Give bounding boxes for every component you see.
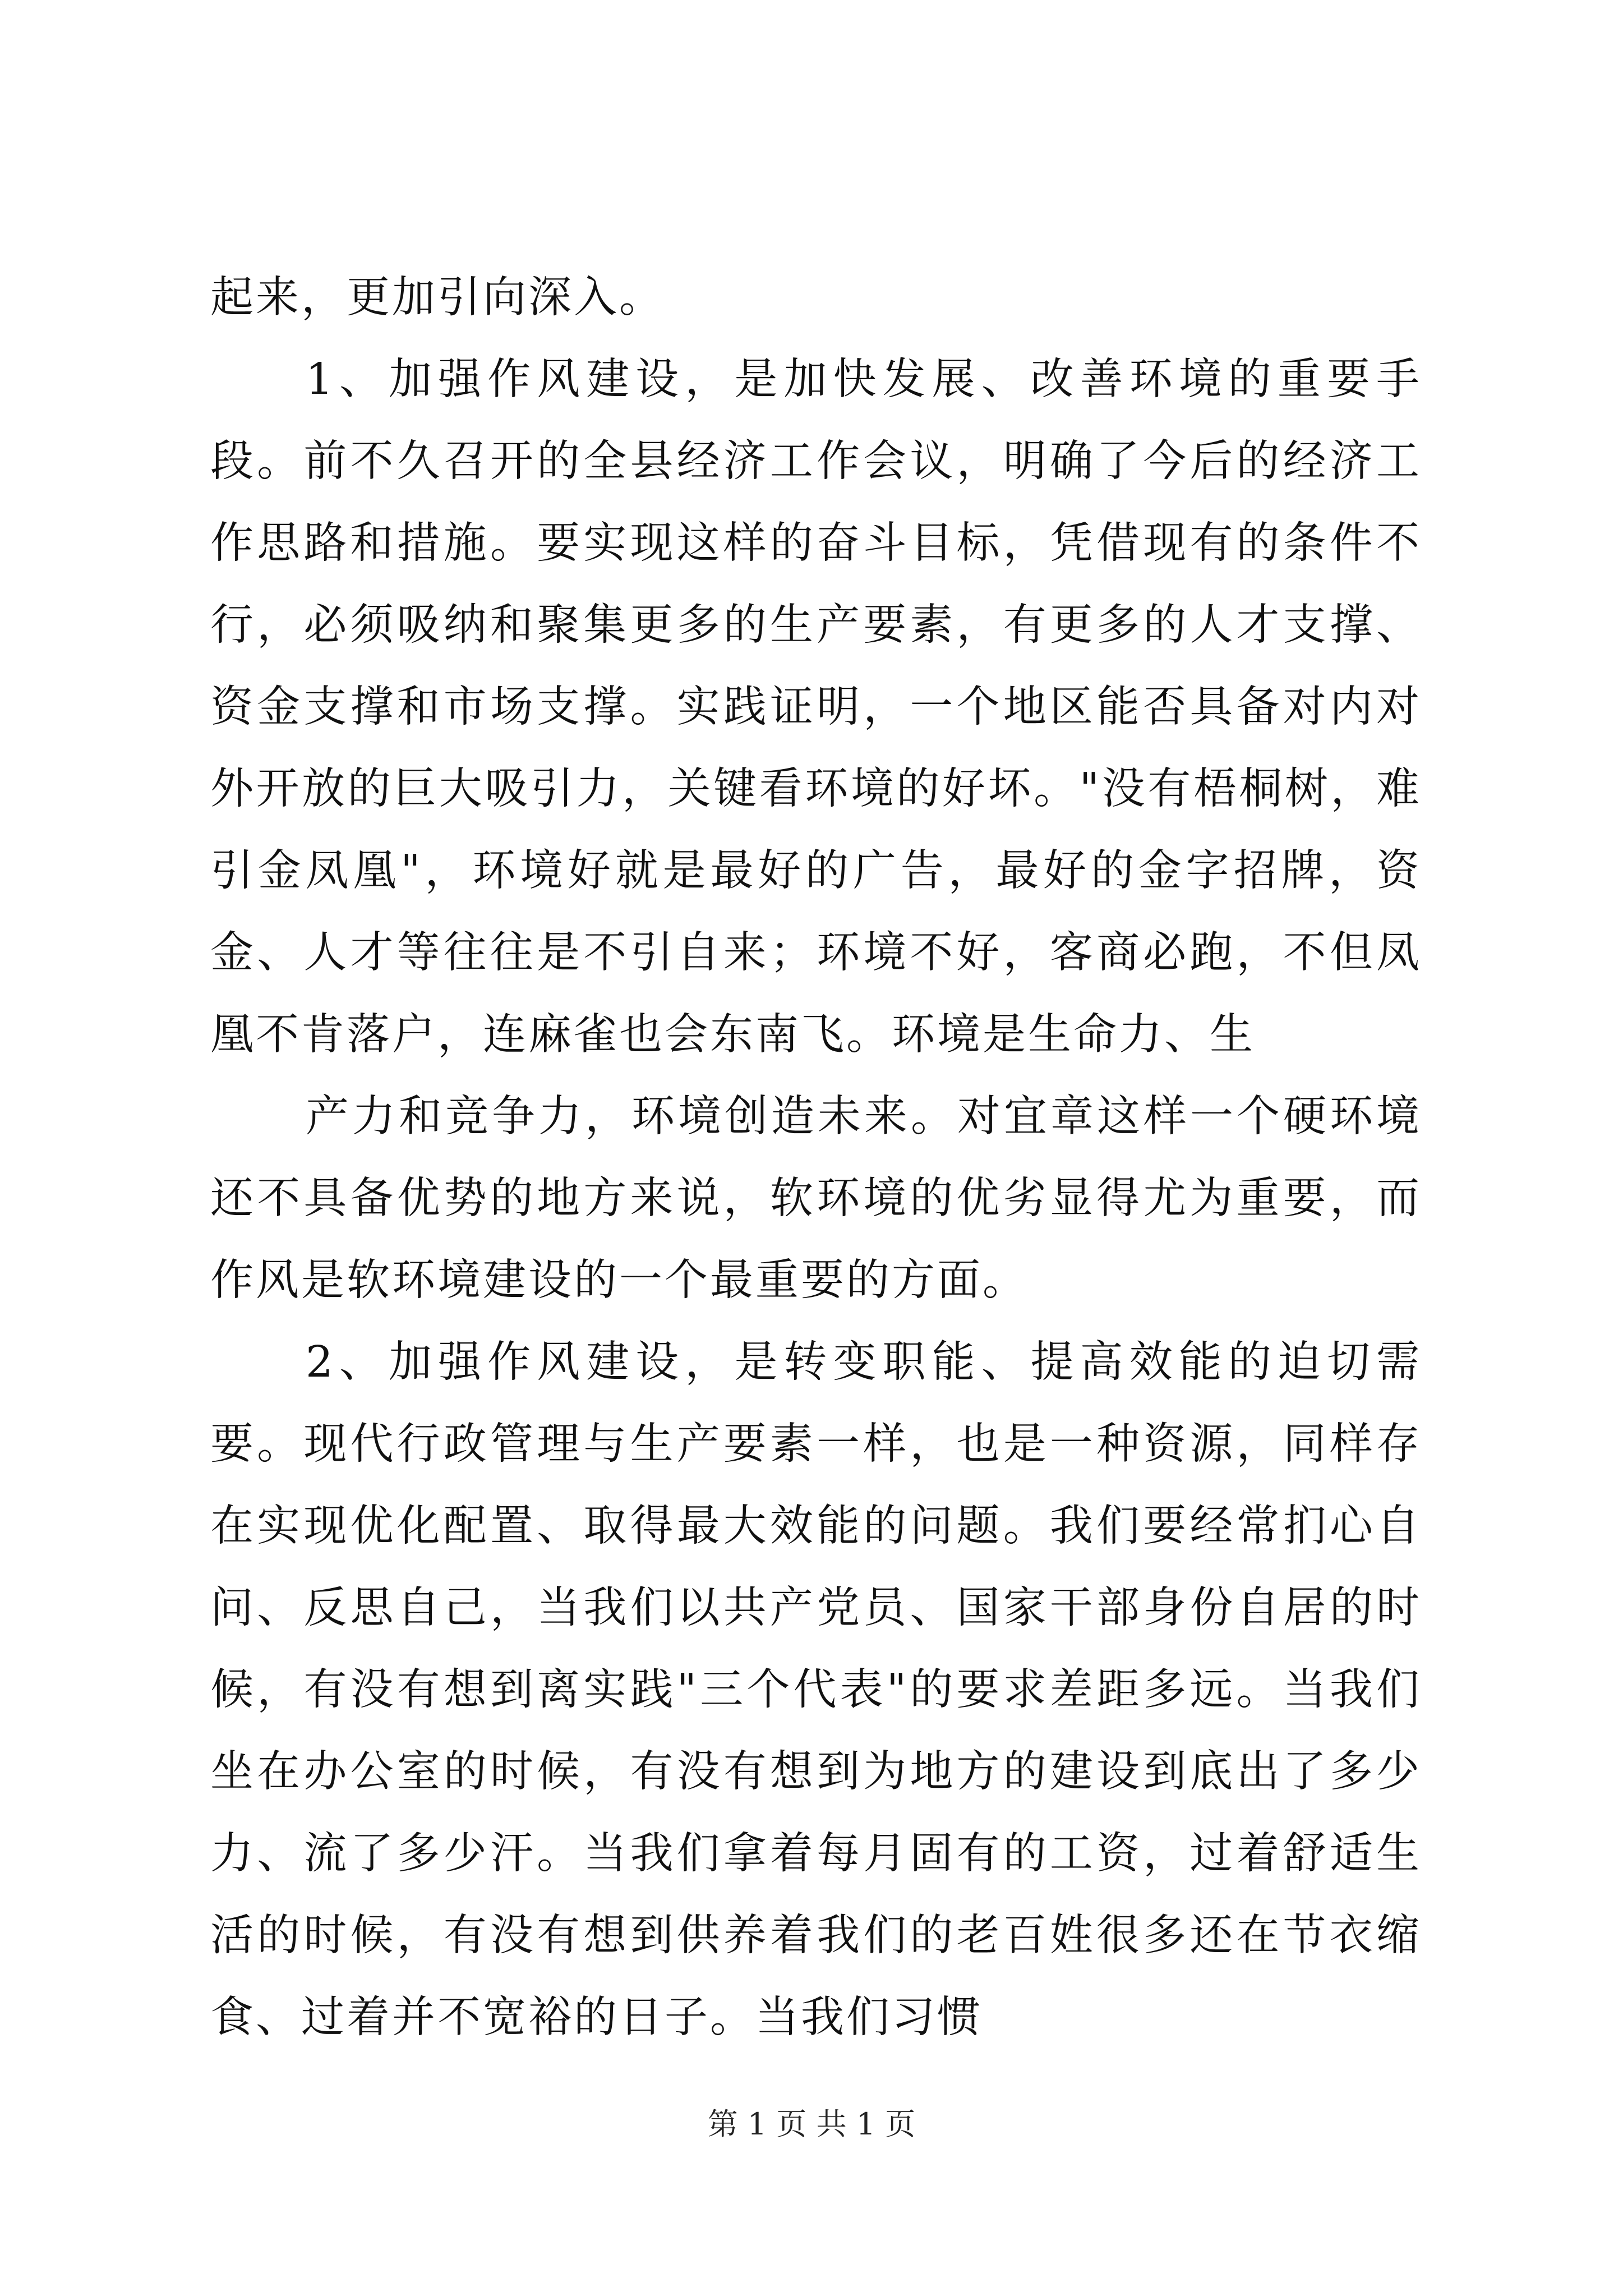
paragraph-point-1-continued: 产力和竞争力，环境创造未来。对宜章这样一个硬环境还不具备优势的地方来说，软环境的优劣显得尤为重要，而作风是软环境建设的一个最重要的方面。 (210, 1092, 1422, 1305)
page-number-footer: 第 1 页 共 1 页 (707, 2106, 916, 2142)
paragraph-point-2: 2、加强作风建设，是转变职能、提高效能的迫切需要。现代行政管理与生产要素一样，也是一种资源，同样存在实现优化配置、取得最大效能的问题。我们要经常扪心自问、反思自己，当我们以共产党员、国家干部身份自居的时候，有没有想到离实践"三个代表"的要求差距多远。当我们坐在办公室的时候，有没有想到为地方的建设到底出了多少力、流了多少汗。当我们拿着每月固有的工资，过着舒适生活的时候，有没有想到供养着我们的老百姓很多还在节衣缩食、过着并不宽裕的日子。当我们习惯 (210, 1337, 1422, 2042)
paragraph-continuation: 起来，更加引向深入。 (210, 273, 665, 323)
paragraph-point-1: 1、加强作风建设，是加快发展、改善环境的重要手段。前不久召开的全县经济工作会议，明确了今后的经济工作思路和措施。要实现这样的奋斗目标，凭借现有的条件不行，必须吸纳和聚集更多的生产要素，有更多的人才支撑、资金支撑和市场支撑。实践证明，一个地区能否具备对内对外开放的巨大吸引力，关键看环境的好坏。"没有梧桐树，难引金凤凰"，环境好就是最好的广告，最好的金字招牌，资金、人才等往往是不引自来；环境不好，客商必跑，不但凤凰不肯落户，连麻雀也会东南飞。环境是生命力、生 (210, 355, 1422, 1060)
document-body (210, 257, 1422, 2059)
